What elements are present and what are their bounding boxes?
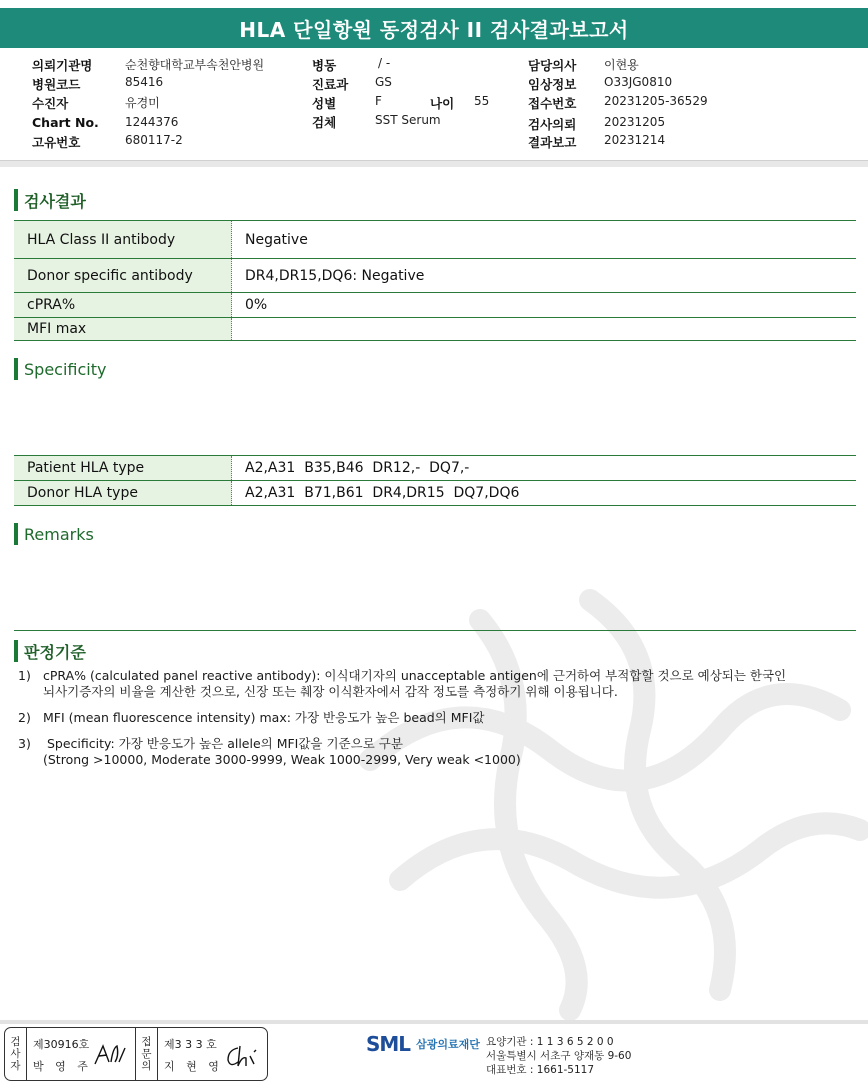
tester-vertical-label bbox=[5, 1028, 27, 1080]
item-text: (Strong >10000, Moderate 3000-9999, Weak 1000-2999, Very weak <1000) bbox=[43, 752, 521, 767]
item-text: Specificity: 가장 반응도가 높은 allele의 MFI값을 기준으로 구분 bbox=[43, 736, 403, 751]
confirmer-signature bbox=[224, 1042, 258, 1070]
list-item bbox=[18, 668, 818, 700]
org-logo bbox=[366, 1032, 480, 1056]
specimen-label: 검체 bbox=[312, 115, 337, 130]
criteria-heading-text: 판정기준 bbox=[24, 642, 86, 662]
row-value: A2,A31 B35,B46 DR12,- DQ7,- bbox=[245, 460, 470, 476]
footer-divider bbox=[0, 1020, 868, 1024]
item-number: 3) bbox=[18, 736, 31, 751]
results-heading-text: 검사결과 bbox=[24, 191, 86, 211]
row-value: 0% bbox=[245, 297, 268, 313]
remarks-heading bbox=[14, 522, 94, 546]
ward-value: / - bbox=[378, 56, 391, 70]
address-line: 서울특별시 서초구 양재동 9-60 bbox=[486, 1050, 632, 1062]
row-label: HLA Class II antibody bbox=[14, 221, 232, 258]
label-char: 의 bbox=[141, 1060, 152, 1072]
report-date-value: 20231214 bbox=[604, 133, 666, 147]
clinical-label: 임상정보 bbox=[528, 77, 577, 92]
hospital-code-value: 85416 bbox=[125, 75, 164, 89]
ward-label: 병동 bbox=[312, 58, 337, 73]
row-label: Donor specific antibody bbox=[14, 259, 232, 292]
item-text: 뇌사기증자의 비율을 계산한 것으로, 신장 또는 췌장 이식환자에서 감작 정도를 측정하기 위해 이용됩니다. bbox=[43, 684, 618, 699]
table-row bbox=[14, 318, 856, 341]
confirmer-vertical-label bbox=[136, 1028, 158, 1080]
table-row bbox=[14, 481, 856, 506]
tester-cell bbox=[27, 1028, 136, 1080]
chart-no-value: 1244376 bbox=[125, 115, 179, 129]
signature-box bbox=[4, 1027, 268, 1081]
hospital-name-label: 의뢰기관명 bbox=[32, 58, 93, 73]
label-char: 자 bbox=[10, 1060, 21, 1072]
specimen-value: SST Serum bbox=[375, 113, 441, 127]
row-value: A2,A31 B71,B61 DR4,DR15 DQ7,DQ6 bbox=[245, 485, 520, 501]
age-label: 나이 bbox=[430, 96, 455, 111]
doctor-label: 담당의사 bbox=[528, 58, 577, 73]
confirmer-cell bbox=[158, 1028, 266, 1080]
results-heading bbox=[14, 188, 86, 212]
criteria-list bbox=[18, 668, 818, 778]
tester-name: 박 영 주 bbox=[33, 1060, 92, 1073]
request-date-value: 20231205 bbox=[604, 115, 666, 129]
org-address bbox=[486, 1035, 631, 1077]
tester-license: 제30916호 bbox=[33, 1038, 90, 1051]
watermark-graphic bbox=[340, 560, 868, 1020]
results-table bbox=[14, 220, 856, 341]
item-text: MFI (mean fluorescence intensity) max: 가장 반응도가 높은 bead의 MFI값 bbox=[43, 710, 485, 725]
confirmer-name: 지 현 영 bbox=[164, 1060, 223, 1073]
sex-value: F bbox=[375, 94, 382, 108]
address-line: 요양기관 : 1 1 3 6 5 2 0 0 bbox=[486, 1036, 614, 1048]
sex-label: 성별 bbox=[312, 96, 337, 111]
list-item bbox=[18, 710, 818, 726]
row-label: Donor HLA type bbox=[14, 481, 232, 505]
dept-label: 진료과 bbox=[312, 77, 349, 92]
org-name: 삼광의료재단 bbox=[416, 1038, 480, 1051]
tester-signature bbox=[93, 1042, 127, 1068]
sml-logo-text: SML bbox=[366, 1032, 411, 1056]
section-marker bbox=[14, 640, 18, 662]
dept-value: GS bbox=[375, 75, 392, 89]
report-date-label: 결과보고 bbox=[528, 135, 577, 150]
item-number: 1) bbox=[18, 668, 31, 683]
confirmer-license: 제3 3 3 호 bbox=[164, 1038, 217, 1051]
hla-type-table bbox=[14, 455, 856, 506]
row-value bbox=[232, 318, 856, 340]
specificity-heading-text: Specificity bbox=[24, 359, 107, 379]
patient-value: 유경미 bbox=[125, 96, 160, 110]
row-label: MFI max bbox=[14, 318, 232, 340]
patient-label: 수진자 bbox=[32, 96, 69, 111]
request-date-label: 검사의뢰 bbox=[528, 117, 577, 132]
address-line: 대표번호 : 1661-5117 bbox=[486, 1064, 595, 1076]
section-marker bbox=[14, 358, 18, 380]
hospital-name-value: 순천향대학교부속천안병원 bbox=[125, 58, 265, 72]
criteria-heading bbox=[14, 639, 86, 663]
row-label: Patient HLA type bbox=[14, 456, 232, 480]
doctor-value: 이현용 bbox=[604, 58, 639, 72]
unique-no-label: 고유번호 bbox=[32, 135, 81, 150]
table-row bbox=[14, 221, 856, 259]
header-divider bbox=[0, 160, 868, 167]
section-marker bbox=[14, 189, 18, 211]
list-item bbox=[18, 736, 818, 768]
label-char: 사 bbox=[10, 1048, 21, 1060]
row-value: DR4,DR15,DQ6: Negative bbox=[245, 267, 425, 284]
unique-no-value: 680117-2 bbox=[125, 133, 183, 147]
row-value: Negative bbox=[245, 231, 308, 248]
label-char: 검 bbox=[10, 1036, 21, 1048]
remarks-heading-text: Remarks bbox=[24, 524, 94, 544]
age-value: 55 bbox=[474, 94, 490, 108]
report-title: HLA 단일항원 동정검사 II 검사결과보고서 bbox=[0, 8, 868, 48]
receipt-no-label: 접수번호 bbox=[528, 96, 577, 111]
patient-info-block bbox=[0, 56, 868, 156]
section-marker bbox=[14, 523, 18, 545]
item-number: 2) bbox=[18, 710, 31, 725]
remarks-divider bbox=[14, 630, 856, 631]
hospital-code-label: 병원코드 bbox=[32, 77, 81, 92]
table-row bbox=[14, 456, 856, 481]
receipt-no-value: 20231205-36529 bbox=[604, 94, 708, 108]
table-row bbox=[14, 259, 856, 293]
chart-no-label: Chart No. bbox=[32, 115, 99, 130]
label-char: 접 bbox=[141, 1036, 152, 1048]
item-text: cPRA% (calculated panel reactive antibody): 이식대기자의 unacceptable antigen에 근거하여 부적합할 것으로 예상되는 한국인 bbox=[43, 668, 787, 683]
label-char: 문 bbox=[141, 1048, 152, 1060]
table-row bbox=[14, 293, 856, 318]
specificity-heading bbox=[14, 357, 106, 381]
row-label: cPRA% bbox=[14, 293, 232, 317]
clinical-value: O33JG0810 bbox=[604, 75, 673, 89]
